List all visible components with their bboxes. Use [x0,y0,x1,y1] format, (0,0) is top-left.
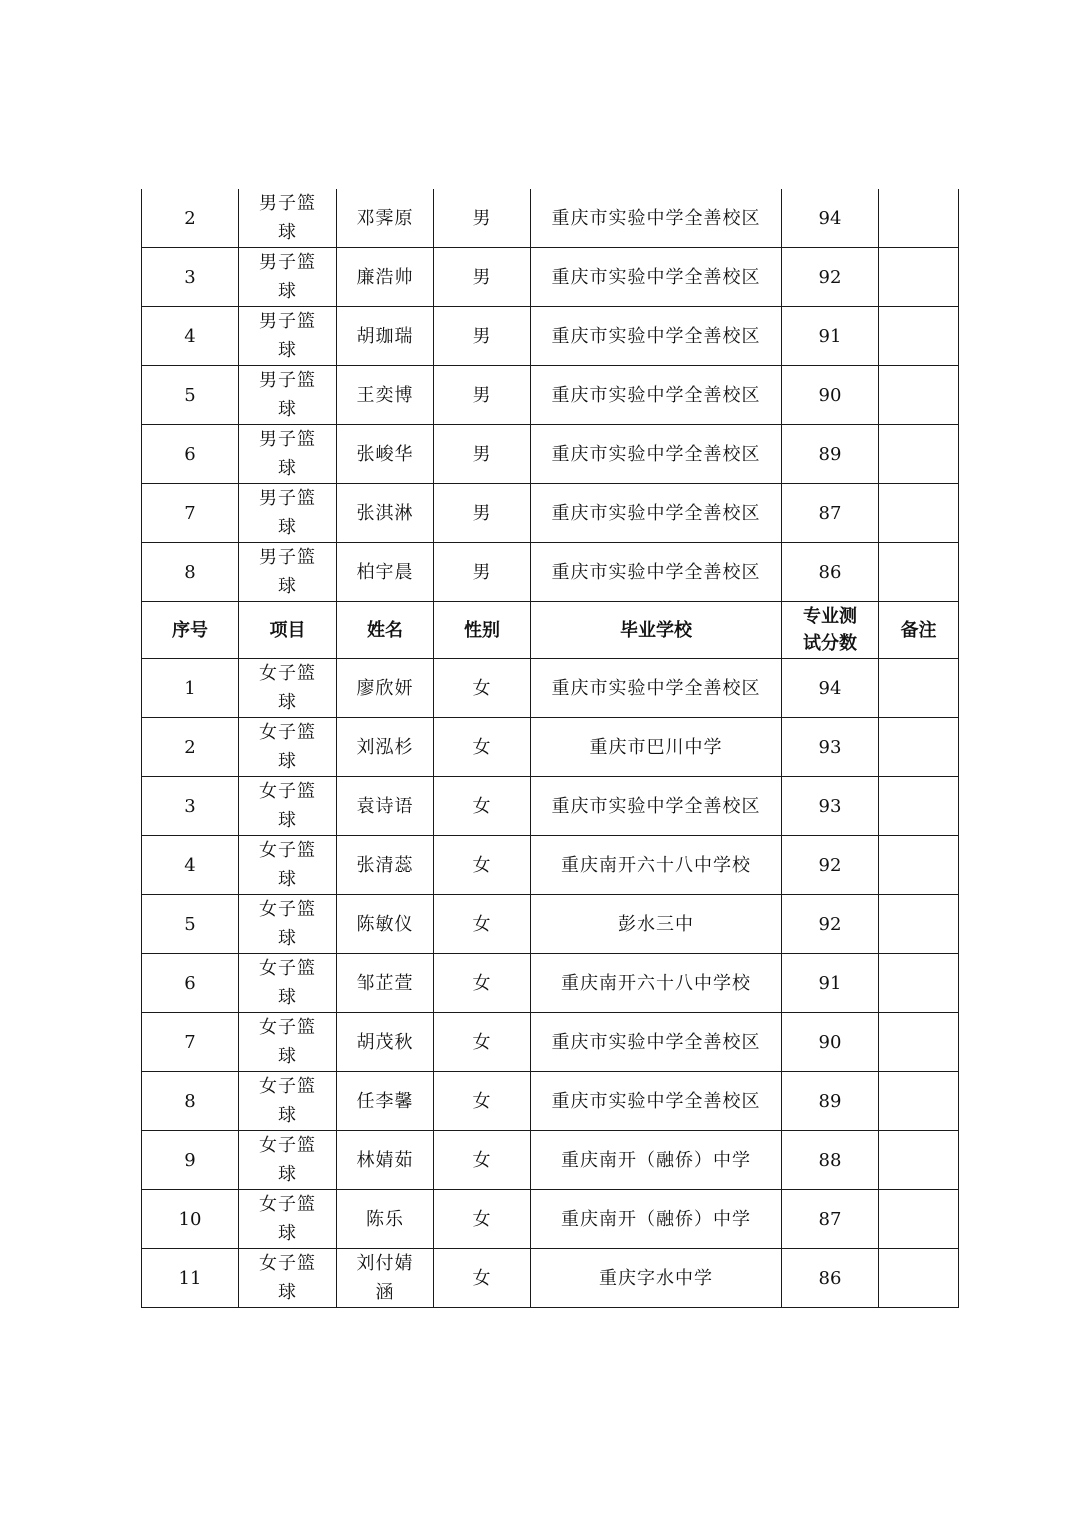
cell-score: 87 [782,1190,879,1249]
cell-score: 88 [782,1131,879,1190]
cell-school: 重庆市实验中学全善校区 [531,425,782,484]
table-row [142,718,959,777]
cell-score: 89 [782,425,879,484]
cell-school: 重庆市实验中学全善校区 [531,1013,782,1072]
cell-score: 92 [782,895,879,954]
cell-item-text: 女子篮球 [259,840,316,890]
cell-sex: 女 [434,836,531,895]
cell-item-text: 男子篮球 [259,429,316,479]
cell-item [239,659,337,718]
table-header-row [142,602,959,659]
table-row [142,543,959,602]
cell-item-text: 男子篮球 [259,488,316,538]
cell-school: 重庆市实验中学全善校区 [531,248,782,307]
cell-name: 刘泓杉 [337,718,434,777]
cell-note [879,954,959,1013]
cell-school: 重庆市实验中学全善校区 [531,1072,782,1131]
cell-score: 91 [782,954,879,1013]
cell-name: 胡茂秋 [337,1013,434,1072]
header-sex: 性别 [434,602,531,659]
cell-seq: 8 [142,1072,239,1131]
cell-sex: 男 [434,189,531,248]
cell-score: 92 [782,248,879,307]
cell-school: 重庆字水中学 [531,1249,782,1308]
table-row [142,1013,959,1072]
cell-item [239,425,337,484]
cell-score: 91 [782,307,879,366]
table-row [142,1190,959,1249]
cell-sex: 女 [434,1249,531,1308]
roster-table [141,189,959,1308]
cell-school: 重庆市实验中学全善校区 [531,189,782,248]
cell-item-text: 女子篮球 [259,958,316,1008]
cell-item [239,189,337,248]
table-row [142,954,959,1013]
cell-item-text: 男子篮球 [259,193,316,243]
cell-score: 86 [782,543,879,602]
cell-seq: 9 [142,1131,239,1190]
cell-school: 重庆市实验中学全善校区 [531,777,782,836]
cell-item [239,718,337,777]
cell-sex: 女 [434,1131,531,1190]
cell-item-text: 女子篮球 [259,722,316,772]
cell-school: 重庆南开（融侨）中学 [531,1131,782,1190]
cell-score: 92 [782,836,879,895]
cell-item-text: 女子篮球 [259,1135,316,1185]
cell-seq: 7 [142,1013,239,1072]
header-school: 毕业学校 [531,602,782,659]
cell-note [879,1131,959,1190]
cell-score: 86 [782,1249,879,1308]
table-row [142,1249,959,1308]
cell-score: 93 [782,718,879,777]
cell-name: 廖欣妍 [337,659,434,718]
cell-item [239,366,337,425]
cell-note [879,1013,959,1072]
cell-item-text: 女子篮球 [259,781,316,831]
cell-item [239,895,337,954]
cell-sex: 男 [434,307,531,366]
cell-note [879,543,959,602]
cell-item [239,307,337,366]
cell-name: 林婧茹 [337,1131,434,1190]
cell-note [879,836,959,895]
cell-item [239,1249,337,1308]
table-row [142,659,959,718]
cell-seq: 6 [142,954,239,1013]
header-seq: 序号 [142,602,239,659]
cell-seq: 6 [142,425,239,484]
header-score-text: 专业测试分数 [803,606,857,654]
cell-seq: 4 [142,307,239,366]
table-row [142,307,959,366]
cell-item [239,954,337,1013]
cell-seq: 5 [142,895,239,954]
cell-note [879,659,959,718]
cell-item [239,1072,337,1131]
cell-school: 重庆市实验中学全善校区 [531,307,782,366]
cell-item-text: 女子篮球 [259,1194,316,1244]
cell-score: 94 [782,659,879,718]
cell-sex: 男 [434,248,531,307]
cell-name [337,1249,434,1308]
table-row [142,366,959,425]
cell-sex: 女 [434,1013,531,1072]
cell-item-text: 女子篮球 [259,899,316,949]
cell-name: 张淇淋 [337,484,434,543]
header-note: 备注 [879,602,959,659]
cell-note [879,484,959,543]
header-score [782,602,879,659]
table-row [142,836,959,895]
cell-seq: 4 [142,836,239,895]
cell-item [239,777,337,836]
cell-name: 任李馨 [337,1072,434,1131]
table-row [142,484,959,543]
cell-note [879,307,959,366]
table-row [142,189,959,248]
cell-name-text: 刘付婧涵 [356,1253,414,1303]
cell-sex: 男 [434,366,531,425]
cell-name: 胡珈瑞 [337,307,434,366]
cell-sex: 女 [434,1190,531,1249]
cell-sex: 女 [434,777,531,836]
table-row [142,1131,959,1190]
cell-name: 张峻华 [337,425,434,484]
cell-score: 94 [782,189,879,248]
cell-score: 89 [782,1072,879,1131]
cell-item-text: 女子篮球 [259,1017,316,1067]
cell-name: 柏宇晨 [337,543,434,602]
cell-note [879,248,959,307]
cell-item-text: 男子篮球 [259,547,316,597]
cell-seq: 2 [142,718,239,777]
cell-school: 重庆南开六十八中学校 [531,954,782,1013]
cell-score: 90 [782,366,879,425]
cell-school: 重庆市巴川中学 [531,718,782,777]
cell-seq: 7 [142,484,239,543]
cell-item-text: 女子篮球 [259,1076,316,1126]
cell-school: 重庆南开（融侨）中学 [531,1190,782,1249]
cell-note [879,189,959,248]
cell-item-text: 男子篮球 [259,370,316,420]
cell-item [239,484,337,543]
cell-school: 重庆市实验中学全善校区 [531,659,782,718]
cell-score: 93 [782,777,879,836]
cell-school: 彭水三中 [531,895,782,954]
cell-name: 王奕博 [337,366,434,425]
cell-sex: 女 [434,718,531,777]
header-item: 项目 [239,602,337,659]
cell-name: 袁诗语 [337,777,434,836]
cell-seq: 1 [142,659,239,718]
cell-seq: 8 [142,543,239,602]
table-row [142,425,959,484]
cell-seq: 10 [142,1190,239,1249]
cell-sex: 男 [434,484,531,543]
cell-note [879,1249,959,1308]
cell-name: 邹芷萱 [337,954,434,1013]
cell-note [879,1190,959,1249]
cell-note [879,425,959,484]
cell-name: 邓霁原 [337,189,434,248]
cell-score: 87 [782,484,879,543]
cell-seq: 3 [142,248,239,307]
cell-sex: 女 [434,1072,531,1131]
cell-note [879,1072,959,1131]
cell-name: 陈乐 [337,1190,434,1249]
cell-item [239,836,337,895]
cell-sex: 女 [434,895,531,954]
cell-score: 90 [782,1013,879,1072]
table-row [142,895,959,954]
cell-item-text: 女子篮球 [259,1253,316,1303]
cell-sex: 男 [434,425,531,484]
table-row [142,777,959,836]
cell-item-text: 男子篮球 [259,311,316,361]
cell-item [239,1131,337,1190]
cell-note [879,718,959,777]
cell-school: 重庆市实验中学全善校区 [531,366,782,425]
cell-note [879,366,959,425]
cell-sex: 女 [434,954,531,1013]
cell-name: 张清蕊 [337,836,434,895]
cell-sex: 女 [434,659,531,718]
table-row [142,248,959,307]
cell-sex: 男 [434,543,531,602]
cell-item [239,1190,337,1249]
cell-item-text: 女子篮球 [259,663,316,713]
cell-seq: 11 [142,1249,239,1308]
cell-note [879,895,959,954]
table-row [142,1072,959,1131]
cell-school: 重庆市实验中学全善校区 [531,543,782,602]
roster-body [142,189,959,1308]
cell-item [239,543,337,602]
cell-note [879,777,959,836]
cell-school: 重庆南开六十八中学校 [531,836,782,895]
cell-seq: 3 [142,777,239,836]
cell-name: 廉浩帅 [337,248,434,307]
cell-name: 陈敏仪 [337,895,434,954]
cell-school: 重庆市实验中学全善校区 [531,484,782,543]
header-name: 姓名 [337,602,434,659]
cell-seq: 2 [142,189,239,248]
cell-seq: 5 [142,366,239,425]
cell-item [239,1013,337,1072]
cell-item [239,248,337,307]
cell-item-text: 男子篮球 [259,252,316,302]
